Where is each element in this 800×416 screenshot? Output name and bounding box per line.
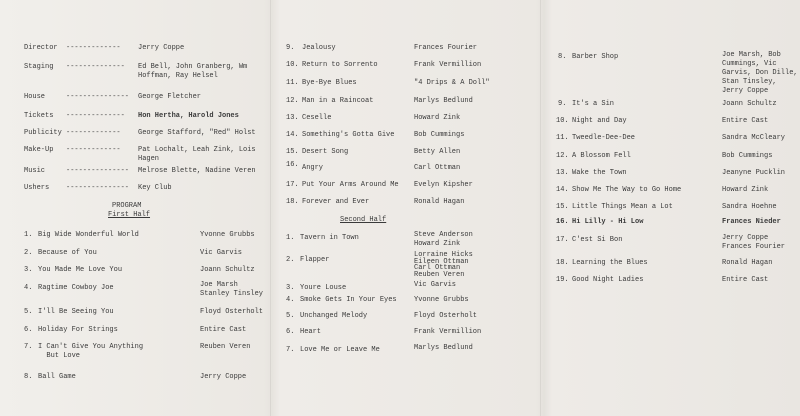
program-number: 13. (556, 169, 569, 177)
program-number: 19. (556, 276, 569, 284)
song-title: It's a Sin (572, 100, 615, 108)
song-title: I Can't Give You Anything But Love (38, 343, 144, 360)
song-title: Show Me The Way to Go Home (572, 186, 682, 194)
performer: Bob Cummings (722, 152, 773, 160)
program-number: 12. (286, 97, 299, 105)
credit-value: Ed Bell, John Granberg, Wm Hoffman, Ray Helsel (138, 63, 248, 80)
song-title: Man in a Raincoat (302, 97, 374, 105)
performer: Frank Vermillion (414, 328, 482, 336)
program-number: 14. (556, 186, 569, 194)
program-number: 17. (286, 181, 299, 189)
performer: Jerry Coppe Frances Fourier (722, 234, 786, 251)
song-title: Jealousy (302, 44, 336, 52)
performer: Carl Ottman (414, 164, 461, 172)
song-title: Tweedle-Dee-Dee (572, 134, 636, 142)
program-number: 7. (286, 346, 295, 354)
song-title: Heart (300, 328, 322, 336)
program-number: 18. (556, 259, 569, 267)
song-title: Tavern in Town (300, 234, 359, 242)
program-number: 11. (556, 134, 569, 142)
song-title: Wake the Town (572, 169, 627, 177)
credit-label: Tickets (24, 112, 54, 120)
performer: Frank Vermillion (414, 61, 482, 69)
performer: Evelyn Kipsher (414, 181, 473, 189)
program-number: 8. (558, 53, 567, 61)
performer: Floyd Osterholt (414, 312, 478, 320)
credit-value: George Stafford, "Red" Holst (138, 129, 256, 137)
performer: Yvonne Grubbs (200, 231, 255, 239)
song-title: Bye-Bye Blues (302, 79, 357, 87)
credit-value: Pat Lochalt, Leah Zink, Lois Hagen (138, 146, 256, 163)
program-number: 13. (286, 114, 299, 122)
performer: Vic Garvis (414, 281, 457, 289)
song-title: Big Wide Wonderful World (38, 231, 139, 239)
song-title: Hi Lilly - Hi Low (572, 218, 644, 226)
performer: "4 Drips & A Doll" (414, 79, 490, 87)
program-number: 17. (556, 236, 569, 244)
song-title: I'll Be Seeing You (38, 308, 114, 316)
credit-dashes: --------------- (66, 93, 130, 101)
credit-dashes: ------------- (66, 44, 121, 52)
performer: Jerry Coppe (200, 373, 247, 381)
song-title: Forever and Ever (302, 198, 370, 206)
credit-dashes: --------------- (66, 184, 130, 192)
credit-dashes: --------------- (66, 167, 130, 175)
credit-label: Ushers (24, 184, 50, 192)
program-number: 5. (24, 308, 33, 316)
performer: Betty Allen (414, 148, 461, 156)
song-title: Return to Sorrento (302, 61, 378, 69)
song-title: Learning the Blues (572, 259, 648, 267)
program-number: 8. (24, 373, 33, 381)
song-title: Youre Louse (300, 284, 347, 292)
song-title: Angry (302, 164, 324, 172)
program-number: 2. (286, 256, 295, 264)
song-title: Night and Day (572, 117, 627, 125)
program-number: 7. (24, 343, 33, 351)
song-title: Something's Gotta Give (302, 131, 395, 139)
song-title: Love Me or Leave Me (300, 346, 380, 354)
credit-value: Jerry Coppe (138, 44, 185, 52)
song-title: Holiday For Strings (38, 326, 118, 334)
credit-value: Melrose Blette, Nadine Veren (138, 167, 256, 175)
performer: Sandra Hoehne (722, 203, 777, 211)
program-number: 5. (286, 312, 295, 320)
performer: Ronald Hagan (414, 198, 465, 206)
performer: Joann Schultz (722, 100, 777, 108)
credit-label: Music (24, 167, 46, 175)
program-number: 9. (286, 44, 295, 52)
performer: Ronald Hagan (722, 259, 773, 267)
performer: Vic Garvis (200, 249, 243, 257)
credit-dashes: -------------- (66, 63, 125, 71)
performer: Steve Anderson Howard Zink (414, 231, 473, 248)
credit-dashes: -------------- (66, 112, 125, 120)
song-title: C'est Si Bon (572, 236, 623, 244)
credit-label: House (24, 93, 46, 101)
program-number: 10. (556, 117, 569, 125)
performer: Marlys Bedlund (414, 97, 473, 105)
performer: Frances Fourier (414, 44, 478, 52)
program-number: 15. (286, 148, 299, 156)
program-heading: PROGRAM (112, 202, 142, 210)
song-title: Good Night Ladies (572, 276, 644, 284)
first-half-heading: First Half (108, 211, 151, 219)
fold-line (270, 0, 271, 416)
performer: Howard Zink (414, 114, 461, 122)
song-title: Because of You (38, 249, 97, 257)
program-number: 4. (24, 284, 33, 292)
program-number: 11. (286, 79, 299, 87)
program-number: 4. (286, 296, 295, 304)
song-title: Ball Game (38, 373, 76, 381)
performer: Bob Cummings (414, 131, 465, 139)
program-number: 1. (286, 234, 295, 242)
song-title: Ceselle (302, 114, 332, 122)
performer: Entire Cast (722, 276, 769, 284)
song-title: Smoke Gets In Your Eyes (300, 296, 397, 304)
program-number: 16. (286, 161, 299, 169)
performer: Sandra McCleary (722, 134, 786, 142)
performer: Lorraine Hicks Eileen Ottman Carl Ottman Reuben Veren (414, 251, 473, 279)
performer: Reuben Veren (200, 343, 251, 351)
program-number: 6. (286, 328, 295, 336)
program-number: 3. (286, 284, 295, 292)
credit-label: Make-Up (24, 146, 54, 154)
performer: Entire Cast (722, 117, 769, 125)
program-number: 16. (556, 218, 569, 226)
program-number: 6. (24, 326, 33, 334)
credit-dashes: ------------- (66, 129, 121, 137)
credit-label: Staging (24, 63, 54, 71)
song-title: A Blossom Fell (572, 152, 631, 160)
second-half-heading: Second Half (340, 216, 387, 224)
program-number: 1. (24, 231, 33, 239)
song-title: Barber Shop (572, 53, 619, 61)
song-title: Little Things Mean a Lot (572, 203, 673, 211)
performer: Floyd Osterholt (200, 308, 264, 316)
credit-value: Key Club (138, 184, 172, 192)
fold-line (540, 0, 541, 416)
performer: Joann Schultz (200, 266, 255, 274)
performer: Marlys Bedlund (414, 344, 473, 352)
performer: Yvonne Grubbs (414, 296, 469, 304)
program-number: 18. (286, 198, 299, 206)
song-title: Put Your Arms Around Me (302, 181, 399, 189)
song-title: Flapper (300, 256, 330, 264)
credit-value: George Fletcher (138, 93, 202, 101)
program-number: 9. (558, 100, 567, 108)
performer: Entire Cast (200, 326, 247, 334)
performer: Jeanyne Pucklin (722, 169, 786, 177)
credit-value: Hon Hertha, Harold Jones (138, 112, 239, 120)
performer: Howard Zink (722, 186, 769, 194)
performer: Joe Marsh, Bob Cummings, Vic Garvis, Don Dille, Stan Tinsley, Jerry Coppe (722, 51, 798, 95)
program-number: 2. (24, 249, 33, 257)
performer: Joe Marsh Stanley Tinsley (200, 281, 264, 298)
program-number: 3. (24, 266, 33, 274)
program-number: 12. (556, 152, 569, 160)
credit-label: Publicity (24, 129, 62, 137)
performer: Frances Nieder (722, 218, 781, 226)
program-number: 15. (556, 203, 569, 211)
credit-dashes: ------------- (66, 146, 121, 154)
program-number: 10. (286, 61, 299, 69)
song-title: Unchanged Melody (300, 312, 368, 320)
song-title: Ragtime Cowboy Joe (38, 284, 114, 292)
program-number: 14. (286, 131, 299, 139)
song-title: You Made Me Love You (38, 266, 123, 274)
credit-label: Director (24, 44, 58, 52)
song-title: Desert Song (302, 148, 349, 156)
